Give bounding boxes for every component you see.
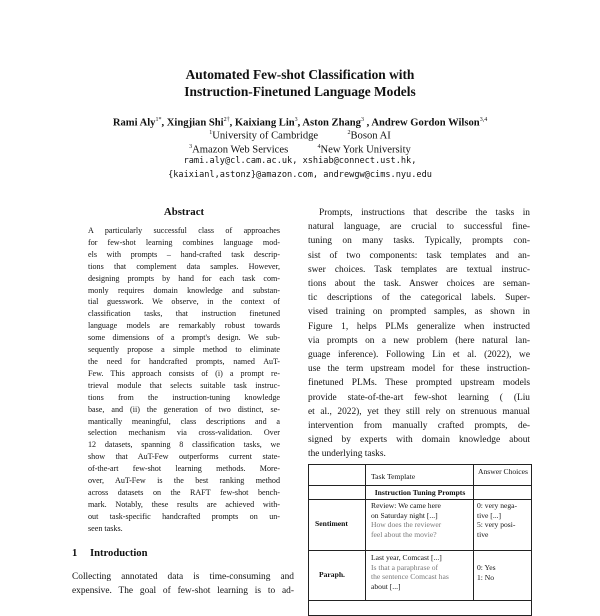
author-name: Rami Aly bbox=[112, 117, 156, 129]
text-line: language models are remarkably robust towards bbox=[88, 321, 280, 331]
row-task-paraphrase: Paraph. bbox=[319, 570, 345, 579]
affiliation-4: New York University bbox=[320, 144, 411, 156]
template-line: Review: We came here bbox=[371, 501, 441, 510]
intro-paragraph bbox=[72, 570, 294, 598]
col-header-answer: Answer Choices bbox=[478, 467, 528, 476]
text-line: swer choices. Task templates are textual instruc- bbox=[308, 264, 530, 275]
row-task-sentiment: Sentiment bbox=[315, 519, 348, 528]
author-name: Kaixiang Lin bbox=[234, 117, 295, 129]
prompt-table bbox=[308, 464, 532, 616]
text-line: show that AuT-Few outperforms current state- bbox=[88, 452, 280, 462]
author-mark: 1* bbox=[155, 117, 162, 123]
text-line: the underlying tasks. bbox=[308, 449, 386, 460]
text-line: tions that complement data samples. However, bbox=[88, 261, 280, 271]
answer-line: 5: very posi- bbox=[477, 520, 516, 530]
aff-mark: 4 bbox=[317, 144, 321, 150]
text-line: sist of two components: task templates and an- bbox=[308, 250, 530, 261]
row-template-sentiment bbox=[371, 501, 471, 539]
text-line: use the term upstream model for these instruction- bbox=[308, 364, 530, 375]
text-line: tions about the task. Answer choices are seman- bbox=[308, 279, 530, 290]
title-line-1: Automated Few-shot Classification with bbox=[185, 67, 415, 82]
text-line: out task-specific handcrafted prompts on un- bbox=[88, 511, 280, 521]
text-line: mark. Notably, these results are achieved with- bbox=[88, 499, 280, 509]
text-line: via prompts on a new problem (here natural lan- bbox=[308, 335, 530, 346]
aff-mark: 2 bbox=[347, 130, 351, 136]
text-line: across datasets on the RAFT few-shot bench- bbox=[88, 487, 280, 497]
author-name: Xingjian Shi bbox=[166, 117, 224, 129]
paper-title bbox=[60, 66, 540, 100]
text-line: seen tasks. bbox=[88, 523, 123, 533]
text-line: guage inference). Following Lin et al. (2022), we bbox=[308, 350, 530, 361]
author-name: Aston Zhang bbox=[302, 117, 361, 129]
text-line: of-the-art few-shot learning methods. More- bbox=[88, 464, 280, 474]
template-line: on Saturday night [...] bbox=[371, 510, 438, 520]
text-line: tial guesswork. We observe, in the context of bbox=[88, 297, 280, 307]
text-line: 12 datasets, spanning 8 classification tasks, we bbox=[88, 440, 280, 450]
text-line: provide state-of-the-art few-shot learning ( (Liu bbox=[308, 392, 530, 403]
text-line: natural language, are crucial to successful fine- bbox=[308, 222, 530, 233]
text-line: tic descriptions of the categorical labels. Super- bbox=[308, 293, 530, 304]
answer-line: 0: very nega- bbox=[477, 501, 518, 510]
template-line: Is that a paraphrase of bbox=[371, 562, 439, 572]
row-answers-sentiment bbox=[477, 501, 531, 539]
author-mark: 3 bbox=[294, 117, 298, 123]
answer-line: tive bbox=[477, 529, 489, 539]
text-line: classification tasks, that instruction finetuned bbox=[88, 309, 280, 319]
affiliation-1: University of Cambridge bbox=[212, 130, 319, 142]
author-mark: 2† bbox=[223, 117, 230, 123]
text-line: monly requires domain knowledge and substan- bbox=[88, 285, 280, 295]
text-line: intervention from manually crafted prompts, de- bbox=[308, 421, 530, 432]
aff-mark: 1 bbox=[209, 130, 213, 136]
col-header-template: Task Template bbox=[371, 472, 416, 481]
answer-line: 0: Yes bbox=[477, 563, 496, 572]
text-line: the need for handcrafted prompts, named AuT- bbox=[88, 356, 280, 366]
text-line: for few-shot learning combines language mod- bbox=[88, 237, 280, 247]
text-line: Few. This approach consists of (i) a prompt re- bbox=[88, 368, 280, 378]
text-line: selection mechanism via cross-validation. Over bbox=[88, 428, 280, 438]
text-line: Figure 1, helps PLMs generalize when instructed bbox=[308, 321, 530, 332]
author-list: Rami Aly$^{1*}$, Xingjian Shi$^{2\dagger}$, Kaixiang Lin$^3$, Aston Zhang$^3$ , Andrew Gordon Wilson$^{3,4}$ bbox=[112, 117, 488, 129]
text-line: sequently propose a simple method to eliminate bbox=[88, 345, 280, 355]
row-template-paraphrase bbox=[371, 553, 471, 591]
text-line: Prompts, instructions that describe the tasks in bbox=[319, 208, 530, 218]
template-line: feel about the movie? bbox=[371, 529, 437, 539]
aff-mark: 3 bbox=[189, 144, 193, 150]
abstract-body bbox=[88, 225, 280, 535]
author-name: Andrew Gordon Wilson bbox=[371, 117, 480, 129]
text-line: els with prompts – hand-crafted task descrip- bbox=[88, 249, 280, 259]
title-line-2: Instruction-Finetuned Language Models bbox=[184, 84, 416, 99]
template-line: the sentence Comcast has bbox=[371, 572, 449, 582]
answer-line: tive [...] bbox=[477, 510, 502, 520]
text-line: vised training on prompted samples, as shown in bbox=[308, 307, 530, 318]
affiliation-2: Boson AI bbox=[350, 130, 391, 142]
table-section-label: Instruction Tuning Prompts bbox=[374, 488, 466, 497]
answer-line: 1: No bbox=[477, 572, 495, 582]
text-line: Collecting annotated data is time-consuming and bbox=[72, 572, 294, 582]
author-mark: 3 bbox=[360, 117, 364, 123]
text-line: expensive. The goal of few-shot learning is to ad- bbox=[72, 586, 294, 596]
abstract-heading: Abstract bbox=[163, 206, 205, 218]
template-line: How does the reviewer bbox=[371, 520, 442, 530]
section-heading bbox=[72, 548, 148, 559]
text-line: trieval module that selects suitable task instruc- bbox=[88, 380, 280, 390]
text-line: signed by experts with domain knowledge about bbox=[308, 435, 530, 446]
email-line-1: rami.aly@cl.cam.ac.uk, xshiab@connect.ust.hk, bbox=[183, 156, 417, 166]
text-line: designing prompts by hand for each task com- bbox=[88, 273, 280, 283]
section-title: Introduction bbox=[90, 548, 148, 559]
affiliation-3: Amazon Web Services bbox=[192, 144, 289, 156]
text-line: tuning on many tasks. Typically, prompts con- bbox=[308, 236, 530, 247]
text-line: some dimensions of a prompt's design. We sub- bbox=[88, 333, 280, 343]
section-number: 1 bbox=[72, 548, 78, 559]
author-mark: 3,4 bbox=[479, 117, 488, 123]
row-answers-paraphrase bbox=[477, 563, 531, 582]
text-line: tions from the instruction-tuning knowledge bbox=[88, 392, 280, 402]
template-line: Last year, Comcast [...] bbox=[371, 553, 442, 562]
text-line: et al., 2022), yet they still rely on strenuous manual bbox=[308, 406, 530, 417]
text-line: mantically meaningful, class descriptions and a bbox=[88, 416, 280, 426]
email-line-2: {kaixianl,astonz}@amazon.com, andrewgw@cims.nyu.edu bbox=[168, 170, 432, 180]
text-line: A particularly successful class of approaches bbox=[88, 226, 280, 235]
template-line: about [...] bbox=[371, 581, 401, 591]
text-line: finetuned PLMs. These prompted upstream models bbox=[308, 378, 530, 389]
right-column-paragraph bbox=[308, 206, 530, 462]
text-line: base, and (ii) the generation of two distinct, se- bbox=[88, 404, 280, 414]
text-line: over, AuT-Few is the best ranking method bbox=[88, 476, 280, 486]
